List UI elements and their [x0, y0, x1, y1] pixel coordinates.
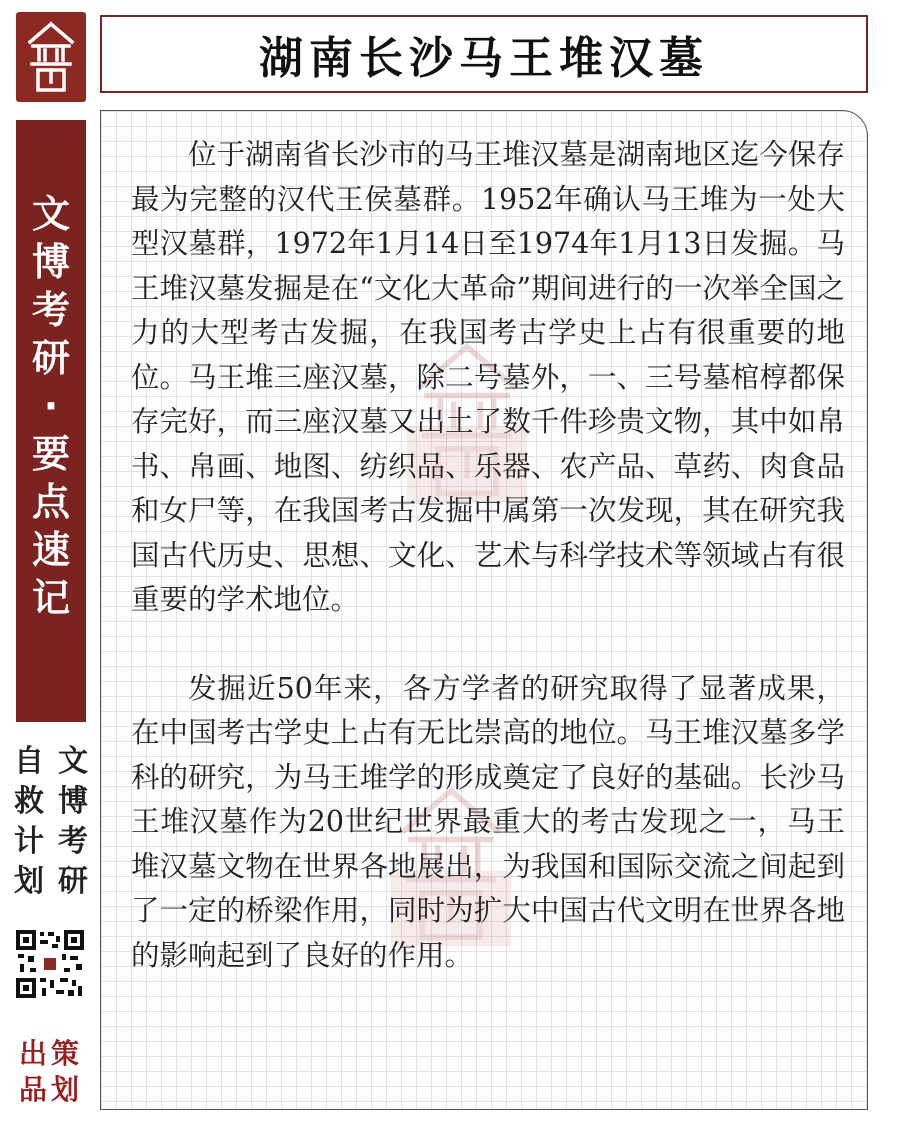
slogan-char: 文	[58, 744, 88, 779]
slogan-char: 自	[14, 744, 44, 779]
slogan-char: 研	[58, 864, 88, 899]
qr-code-icon[interactable]	[16, 930, 84, 998]
body-paragraph: 位于湖南省长沙市的马王堆汉墓是湖南地区迄今保存最为完整的汉代王侯墓群。1952年确认马王堆为一处大型汉墓群，1972年1月14日至1974年1月13日发掘。马王堆汉墓发掘是在“文化大革命”期间进行的一次举全国之力的大型考古发掘，在我国考古学史上占有很重要的地位。马王堆三座汉墓，除二号墓外，一、三号墓棺椁都保存完好，而三座汉墓又出土了数千件珍贵文物，其中如帛书、帛画、地图、纺织品、乐器、农产品、草药、肉食品和女尸等，在我国考古发掘中属第一次发现，其在研究我国古代历史、思想、文化、艺术与科学技术等领域占有很重要的学术地位。	[131, 138, 845, 616]
slogan-right-column	[58, 742, 88, 908]
brand-char: 点	[31, 480, 70, 524]
slogan-block	[14, 742, 88, 908]
producer-label	[16, 1036, 86, 1116]
brand-char: ·	[43, 384, 59, 428]
slogan-char: 划	[14, 864, 44, 899]
slogan-left-column	[14, 742, 44, 908]
brand-char: 文	[31, 192, 70, 236]
brand-char: 速	[31, 528, 70, 572]
brand-char: 记	[31, 576, 70, 620]
content-panel	[100, 110, 868, 1110]
brand-char: 考	[31, 288, 70, 332]
page-title: 湖南长沙马王堆汉墓	[259, 33, 709, 84]
slogan-char: 计	[14, 824, 44, 859]
brand-char: 博	[31, 240, 70, 284]
body-paragraph: 发掘近50年来，各方学者的研究取得了显著成果，在中国考古学史上占有无比崇高的地位。马王堆汉墓多学科的研究，为马王堆学的形成奠定了良好的基础。长沙马王堆汉墓作为20世纪世界最重大的考古发现之一，马王堆汉墓文物在世界各地展出，为我国和国际交流之间起到了一定的桥梁作用，同时为扩大中国古代文明在世界各地的影响起到了良好的作用。	[131, 671, 845, 972]
producer-line: 出策	[18, 1037, 83, 1070]
brand-char: 要	[31, 432, 70, 476]
brand-char: 研	[31, 336, 70, 380]
slogan-char: 救	[14, 784, 44, 819]
brand-vertical-banner	[16, 120, 86, 722]
slogan-char: 博	[58, 784, 88, 819]
seal-logo-glyph	[24, 20, 78, 94]
qr-code-pattern	[16, 930, 84, 998]
seal-logo-icon	[16, 12, 86, 102]
producer-line: 品划	[18, 1073, 83, 1106]
slogan-char: 考	[58, 824, 88, 859]
title-banner	[100, 15, 868, 93]
